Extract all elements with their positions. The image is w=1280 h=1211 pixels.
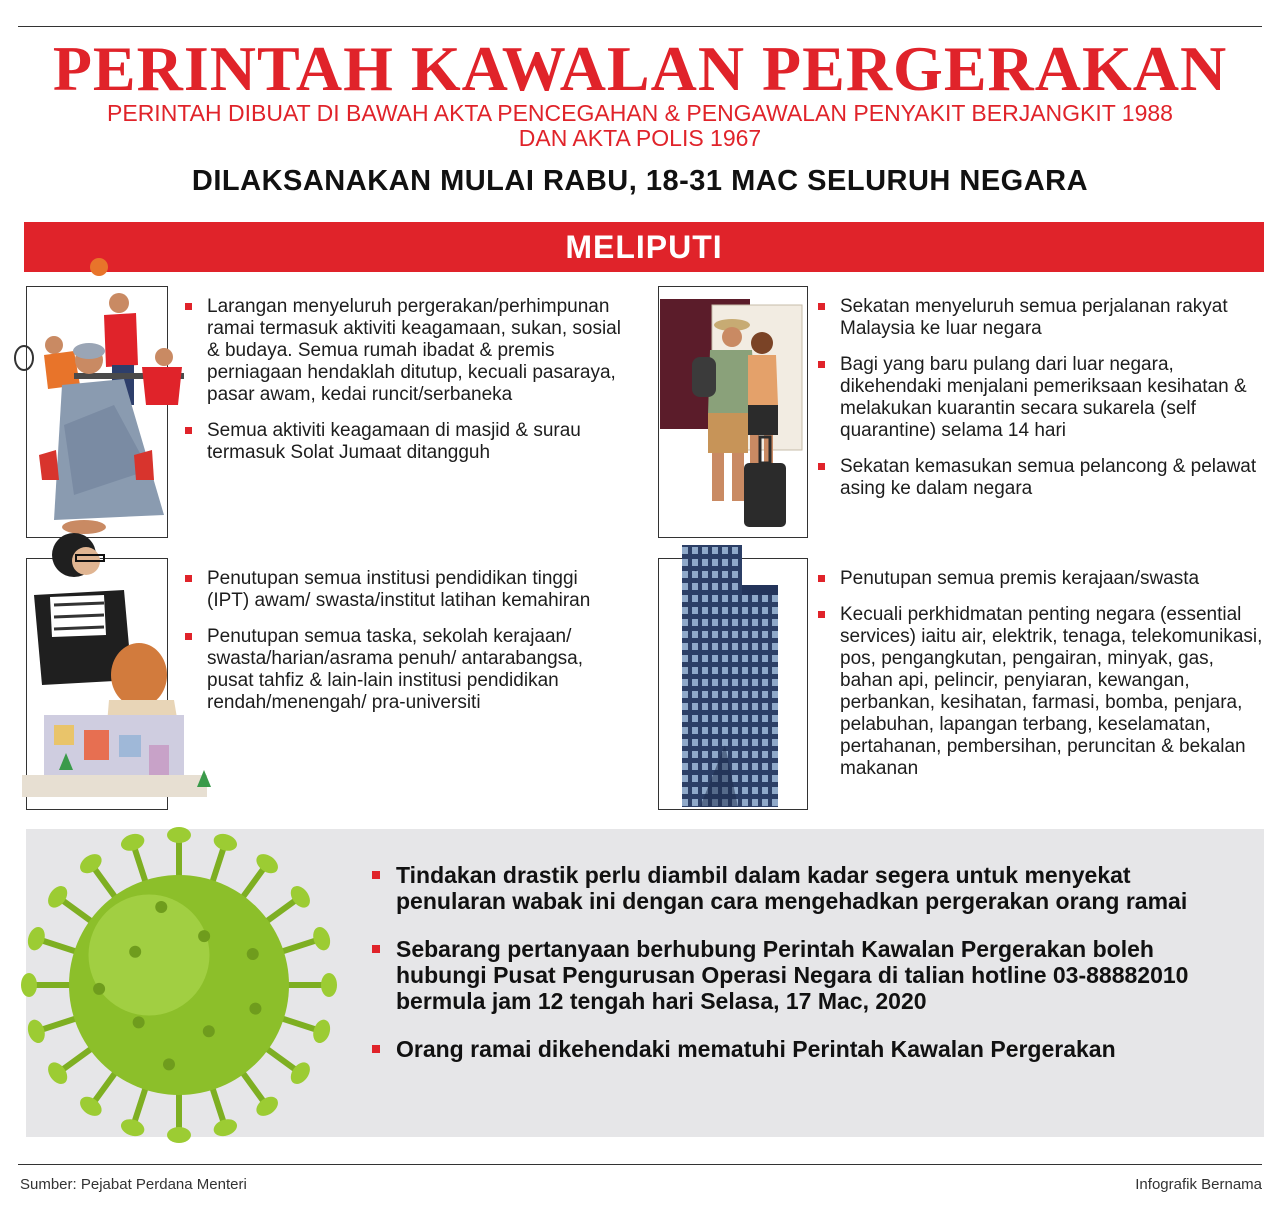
page-subtitle bbox=[0, 101, 1280, 151]
bottom-rule bbox=[18, 1164, 1262, 1165]
list-item: Penutupan semua institusi pendidikan tinggi (IPT) awam/ swasta/institut latihan kemahiran bbox=[185, 568, 605, 612]
list-item: Sekatan menyeluruh semua perjalanan rakyat Malaysia ke luar negara bbox=[818, 296, 1258, 340]
list-item: Kecuali perkhidmatan penting negara (essential services) iaitu air, elektrik, tenaga, telekomunikasi, pos, pengangkutan, pengairan, minyak, gas, bahan api, pelincir, penyiaran, kewangan, perbankan, kesihatan, farmasi, bomba, penjara, pelabuhan, lapangan terbang, keselamatan, pertahanan, pembersihan, peruncitan & bekalan makanan bbox=[818, 604, 1263, 780]
bullet-icon bbox=[185, 303, 192, 310]
subtitle-line-1: PERINTAH DIBUAT DI BAWAH AKTA PENCEGAHAN & PENGAWALAN PENYAKIT BERJANGKIT 1988 bbox=[107, 100, 1173, 126]
premises-list bbox=[818, 568, 1263, 794]
virus-illustration-icon bbox=[14, 810, 344, 1170]
bullet-icon bbox=[372, 945, 380, 953]
students-illustration-icon bbox=[14, 525, 214, 815]
bullet-icon bbox=[185, 427, 192, 434]
bullet-icon bbox=[818, 611, 825, 618]
top-rule bbox=[18, 26, 1262, 27]
bullet-icon bbox=[818, 303, 825, 310]
bullet-icon bbox=[818, 463, 825, 470]
bullet-icon bbox=[818, 361, 825, 368]
gatherings-list bbox=[185, 296, 635, 478]
notes-list bbox=[372, 862, 1222, 1084]
bullet-icon bbox=[818, 575, 825, 582]
list-item: Bagi yang baru pulang dari luar negara, dikehendaki menjalani pemeriksaan kesihatan & melakukan kuarantin secara sukarela (self quarantine) selama 14 hari bbox=[818, 354, 1258, 442]
list-item: Penutupan semua taska, sekolah kerajaan/ swasta/harian/asrama penuh/ antarabangsa, pusat tahfiz & lain-lain institusi pendidikan rendah/menengah/ pra-universiti bbox=[185, 626, 605, 714]
bullet-icon bbox=[185, 633, 192, 640]
education-list bbox=[185, 568, 605, 728]
list-item: Sebarang pertanyaan berhubung Perintah Kawalan Pergerakan boleh hubungi Pusat Pengurusan Operasi Negara di talian hotline 03-88882010 bermula jam 12 tengah hari Selasa, 17 Mac, 2020 bbox=[372, 936, 1222, 1014]
list-item: Semua aktiviti keagamaan di masjid & surau termasuk Solat Jumaat ditangguh bbox=[185, 420, 635, 464]
list-item: Orang ramai dikehendaki mematuhi Perintah Kawalan Pergerakan bbox=[372, 1036, 1222, 1062]
source-credit: Sumber: Pejabat Perdana Menteri bbox=[20, 1176, 247, 1193]
list-item: Penutupan semua premis kerajaan/swasta bbox=[818, 568, 1263, 590]
travel-list bbox=[818, 296, 1258, 514]
page-title: PERINTAH KAWALAN PERGERAKAN bbox=[52, 33, 1228, 104]
subtitle-line-2: DAN AKTA POLIS 1967 bbox=[518, 125, 762, 151]
bullet-icon bbox=[372, 871, 380, 879]
bullet-icon bbox=[372, 1045, 380, 1053]
people-activities-illustration-icon bbox=[14, 255, 184, 540]
effective-dates: DILAKSANAKAN MULAI RABU, 18-31 MAC SELURUH NEGARA bbox=[191, 165, 1089, 197]
publisher-credit: Infografik Bernama bbox=[1135, 1176, 1262, 1193]
list-item: Larangan menyeluruh pergerakan/perhimpunan ramai termasuk aktiviti keagamaan, sukan, sosial & budaya. Semua rumah ibadat & premis perniagaan hendaklah ditutup, kecuali pasaraya, pasar awam, kedai runcit/serbaneka bbox=[185, 296, 635, 406]
section-banner: MELIPUTI bbox=[24, 222, 1264, 272]
list-item: Sekatan kemasukan semua pelancong & pelawat asing ke dalam negara bbox=[818, 456, 1258, 500]
office-building-illustration-icon bbox=[680, 545, 780, 810]
bullet-icon bbox=[185, 575, 192, 582]
travellers-illustration-icon bbox=[640, 295, 810, 530]
list-item: Tindakan drastik perlu diambil dalam kadar segera untuk menyekat penularan wabak ini dengan cara mengehadkan pergerakan orang ramai bbox=[372, 862, 1222, 914]
